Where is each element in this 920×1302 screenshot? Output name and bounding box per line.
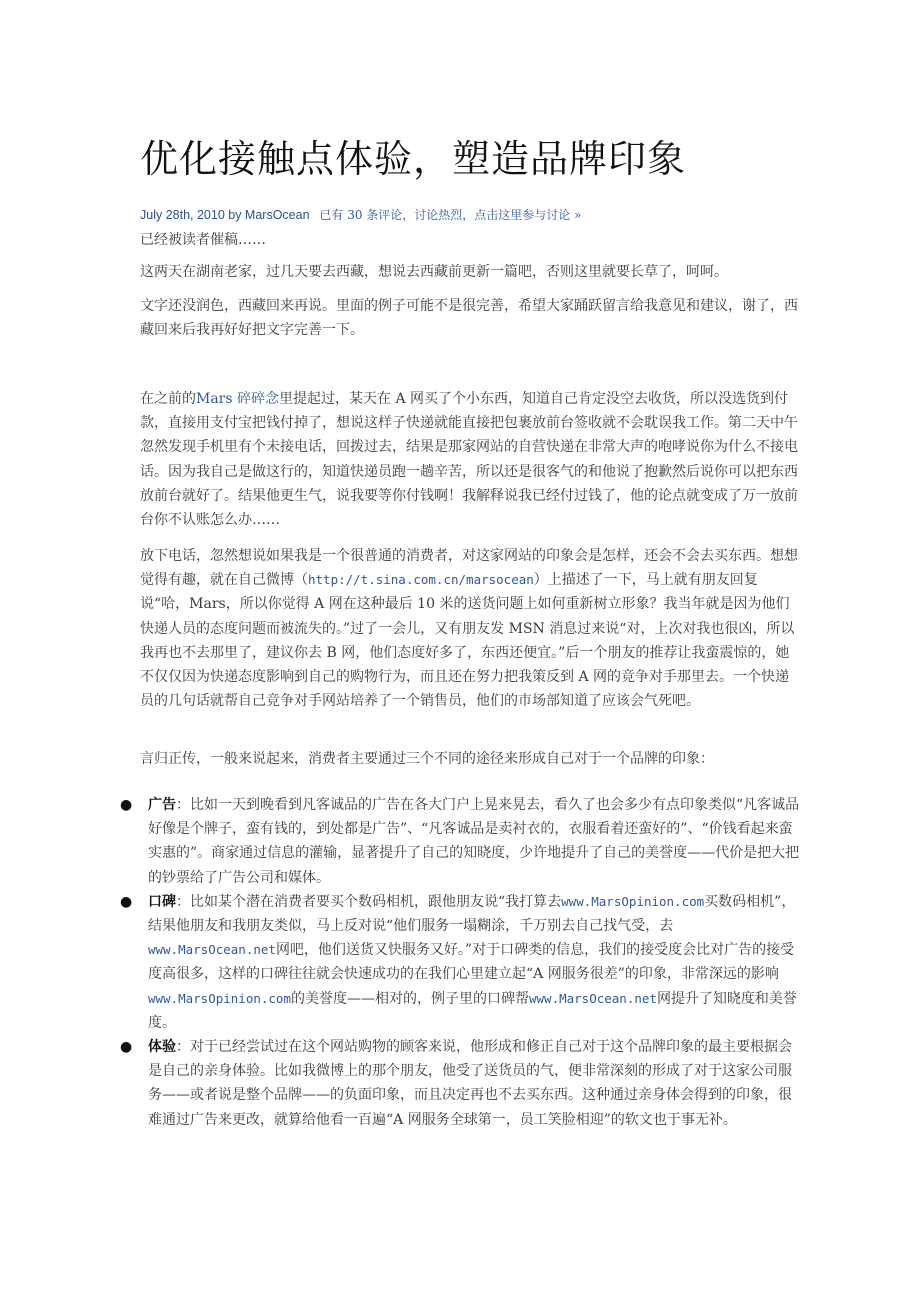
marsocean-link[interactable]: www.MarsOcean.net <box>529 990 657 1006</box>
article-title: 优化接触点体验，塑造品牌印象 <box>140 137 687 181</box>
weibo-prefix: 放下电话，忽然想说如果我是一个很普通的消费者，对这家网站的印象会是怎样，还会不会去买东西。想想觉得有趣，就在自己微博（ <box>140 548 798 589</box>
weibo-rest: ）上描述了一下，马上就有朋友回复说“哈，Mars，所以你觉得 A 网在这种最后 10 米的送货问题上如何重新树立形象？我当年就是因为他们快递人员的态度问题而被流失的。”过了一会儿，又有朋友发 MSN 消息过来说“对，上次对我也很凶，所以我再也不去那里了，建议你去 B 网，他们态度好多了，东西还便宜。”后一个朋友的推荐让我蛮震惊的，她不仅仅因为快递态度影响到自己的购物行为，而且还在努力把我策反到 A 网的竞争对手那里去。一个快递员的几句话就帮自己竞争对手网站培养了一个销售员，他们的市场部知道了应该会气死吧。 <box>140 572 795 710</box>
term-separator: ： <box>176 893 190 910</box>
wom-text-b: 买数码相机”，结果他朋友和我朋友类似，马上反对说“他们服务一塌糊涂，千万别去自己找气受，去 <box>148 893 796 935</box>
marsopinion-link[interactable]: www.MarsOpinion.com <box>148 990 291 1006</box>
comments-link[interactable]: 已有 30 条评论，讨论热烈，点击这里参与讨论 » <box>319 208 582 222</box>
post-date-author: July 28th, 2010 by MarsOcean <box>140 208 310 222</box>
paragraph-transition: 言归正传，一般来说起来，消费者主要通过三个不同的途径来形成自己对于一个品牌的印象： <box>140 751 714 767</box>
term-experience: 体验 <box>148 1039 176 1056</box>
advertising-text: 比如一天到晚看到凡客诚品的广告在各大门户上晃来晃去，看久了也会多少有点印象类似“凡客诚品好像是个牌子，蛮有钱的，到处都是广告”、“凡客诚品是卖衬衣的，衣服看着还蛮好的”、“价钱看起来蛮实惠的”。商家通过信息的灌输，显著提升了自己的知晓度，少许地提升了自己的美誉度——代价是把大把的钞票给了广告公司和媒体。 <box>148 797 800 886</box>
article-meta <box>140 206 581 223</box>
paragraph-intro: 这两天在湖南老家，过几天要去西藏，想说去西藏前更新一篇吧，否则这里就要长草了，呵呵。 <box>140 264 728 280</box>
touchpoint-list <box>120 793 800 1132</box>
list-item-advertising <box>120 793 800 890</box>
story-rest: 里提起过，某天在 A 网买了个小东西，知道自己肯定没空去收货，所以没选货到付款，直接用支付宝把钱付掉了，想说这样子快递就能直接把包裹放前台签收就不会耽误我工作。第二天中午忽然发现手机里有个未接电话，回拨过去，结果是那家网站的自营快递在非常大声的咆哮说你为什么不接电话。因为我自己是做这行的，知道快递员跑一趟辛苦，所以还是很客气的和他说了抱歉然后说你可以把东西放前台就好了。结果他更生气，说我要等你付钱啊！我解释说我已经付过钱了，他的论点就变成了万一放前台你不认账怎么办…… <box>140 391 798 529</box>
story-prefix: 在之前的 <box>140 391 196 407</box>
term-word-of-mouth: 口碑 <box>148 893 176 910</box>
lead-line: 已经被读者催稿…… <box>140 232 266 248</box>
experience-text: 对于已经尝试过在这个网站购物的顾客来说，他形成和修正自己对于这个品牌印象的最主要根据会是自己的亲身体验。比如我微博上的那个朋友，他受了送货员的气，便非常深刻的形成了对于这家公司服务——或者说是整个品牌——的负面印象，而且决定再也不去买东西。这种通过亲身体会得到的印象，很难通过广告来更改，就算给他看一百遍“A 网服务全球第一，员工笑脸相迎”的软文也于事无补。 <box>148 1039 792 1128</box>
mars-blog-link[interactable]: Mars 碎碎念 <box>196 391 280 407</box>
list-item-word-of-mouth <box>120 890 800 1035</box>
wom-text-a: 比如某个潜在消费者要买个数码相机，跟他朋友说“我打算去 <box>190 893 562 910</box>
term-separator: ： <box>176 797 190 813</box>
bullet-icon: ● <box>120 893 133 910</box>
bullet-icon: ● <box>120 1039 133 1056</box>
wom-text-e: 网提升了知晓度和美誉度。 <box>148 990 797 1031</box>
bullet-icon: ● <box>120 797 133 813</box>
term-advertising: 广告 <box>148 797 176 813</box>
wom-text-c: 网吧，他们送货又快服务又好。”对于口碑类的信息，我们的接受度会比对广告的接受度高很多，这样的口碑往往就会快速成功的在我们心里建立起“A 网服务很差”的印象，非常深远的影响 <box>148 942 795 983</box>
paragraph-story <box>140 387 800 532</box>
weibo-url-link[interactable]: http://t.sina.com.cn/marsocean <box>308 572 534 588</box>
wom-text-d: 的美誉度——相对的，例子里的口碑帮 <box>291 990 529 1007</box>
marsopinion-link[interactable]: www.MarsOpinion.com <box>561 893 705 909</box>
marsocean-link[interactable]: www.MarsOcean.net <box>148 942 276 958</box>
list-item-experience <box>120 1035 800 1132</box>
paragraph-note: 文字还没润色，西藏回来再说。里面的例子可能不是很完善，希望大家踊跃留言给我意见和建议，谢了，西藏回来后我再好好把文字完善一下。 <box>140 298 798 339</box>
paragraph-weibo <box>140 544 800 713</box>
term-separator: ： <box>176 1039 190 1056</box>
